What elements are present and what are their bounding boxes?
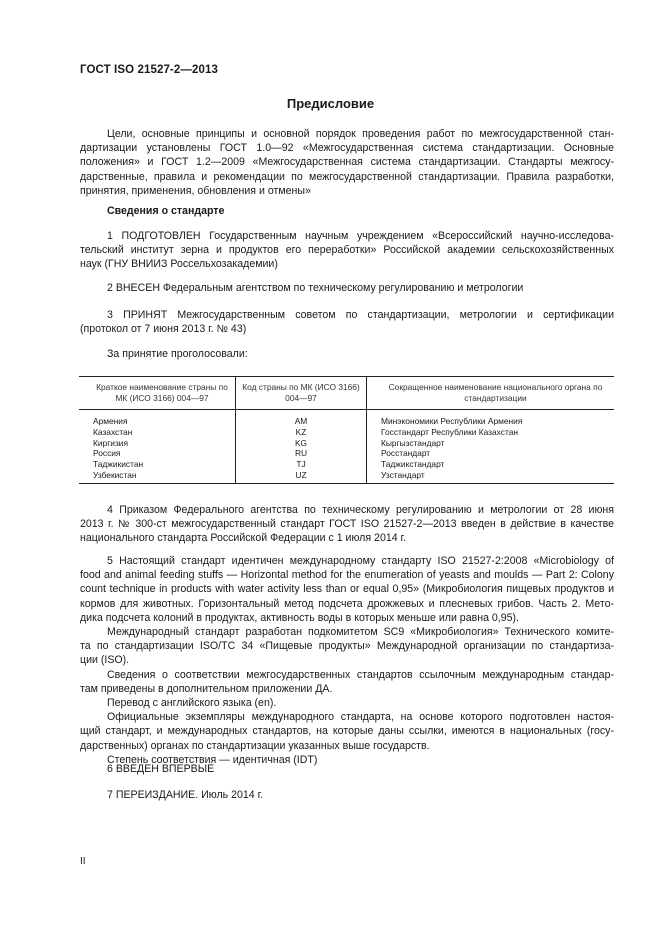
item-3-paragraph	[80, 308, 614, 336]
table-header-body: Сокращенное наименование национального органа по стандартизации	[367, 377, 615, 410]
country-cell: Казахстан	[93, 426, 133, 437]
body-cell: Росстандарт	[367, 448, 615, 459]
table-row	[79, 448, 614, 459]
item-1-line: 1 ПОДГОТОВЛЕН Государственным научным учреждением «Всероссийский научно-исследова-	[107, 230, 614, 242]
item-5-line: food and animal feeding stuffs — Horizontal method for the enumeration of yeasts and moulds — Part 2: Colony	[80, 569, 614, 582]
item-5-conformity-line: там приведены в дополнительном приложении ДА.	[80, 682, 333, 695]
code-cell: AM	[236, 410, 367, 427]
table-row	[79, 470, 614, 483]
body-cell: Узстандарт	[367, 470, 615, 483]
item-2-paragraph: 2 ВНЕСЕН Федеральным агентством по техническому регулированию и метрологии	[107, 282, 524, 294]
table-row	[79, 410, 614, 427]
intro-line: Цели, основные принципы и основной порядок проведения работ по межгосударственной стан-	[107, 128, 614, 140]
intro-line: дарственные, правила и рекомендации по межгосударственной стандартизации. Правила разработки,	[80, 170, 614, 183]
body-cell: Госстандарт Республики Казахстан	[367, 427, 615, 438]
code-cell: RU	[236, 448, 367, 459]
item-5-official-line: дарственных) органах по стандартизации указанных выше государств.	[80, 739, 430, 752]
item-5-dev-line: ции (ISO).	[80, 654, 130, 667]
country-cell: Армения	[93, 416, 128, 426]
body-cell: Кыргызстандарт	[367, 438, 615, 449]
table-row	[79, 459, 614, 470]
item-5-official-line: щий стандарт, и международных стандартов, на которые даны ссылки, имеются в национальных (госу-	[80, 725, 614, 738]
item-1-paragraph	[80, 229, 614, 272]
item-4-line: национального стандарта Российской Федерации с 1 июля 2014 г.	[80, 532, 407, 545]
item-5-official-line: Официальные экземпляры международного стандарта, на основе которого подготовлен настоя-	[107, 711, 614, 724]
item-5-line: count technique in products with water activity less than or equal 0,95» (Микробиология пищевых продуктов и	[80, 583, 614, 596]
item-5-translation-line: Перевод с английского языка (en).	[107, 697, 277, 710]
page-title: Предисловие	[286, 96, 375, 111]
item-1-line: тельский институт зерна и продуктов его переработки» Российской академии сельскохозяйственных	[80, 244, 614, 257]
item-5-line: дика подсчета колоний в продуктах, активность воды в которых меньше или равна 0,95).	[80, 611, 519, 624]
code-cell: KZ	[236, 427, 367, 438]
intro-line: дартизации установлены ГОСТ 1.0—92 «Межгосударственная система стандартизации. Основные	[80, 142, 614, 155]
item-5-degree-line: Степень соответствия — идентичная (IDT)	[107, 753, 318, 766]
item-5-dev-line: та по стандартизации ISO/TC 34 «Пищевые продукты» Международной организации по стандартиза-	[80, 640, 614, 653]
country-cell: Россия	[93, 448, 121, 459]
intro-line: принятия, применения, обновления и отмены»	[80, 184, 311, 197]
voted-label: За принятие проголосовали:	[107, 348, 248, 360]
item-5-conformity-line: Сведения о соответствии межгосударственных стандартов ссылочным международным стандар-	[107, 668, 614, 681]
item-1-line: наук (ГНУ ВНИИЗ Россельхозакадемии)	[80, 258, 278, 271]
page-number: II	[80, 856, 86, 867]
table-header-country: Краткое наименование страны по МК (ИСО 3166) 004—97	[79, 377, 236, 410]
code-cell: UZ	[236, 470, 367, 483]
item-5-line: кормов для животных. Горизонтальный метод подсчета дрожжевых и плесневых грибов. Часть 2. Мето-	[80, 597, 614, 610]
country-cell: Узбекистан	[79, 470, 236, 483]
country-cell: Киргизия	[93, 437, 129, 448]
document-code-header: ГОСТ ISO 21527-2—2013	[80, 64, 218, 76]
item-5-line: 5 Настоящий стандарт идентичен международному стандарту ISO 21527-2:2008 «Microbiology of	[107, 555, 614, 567]
item-4-line: 4 Приказом Федерального агентства по техническому регулированию и метрологии от 28 июня	[107, 504, 614, 516]
table-row	[79, 427, 614, 438]
table-row	[79, 438, 614, 449]
item-3-line: 3 ПРИНЯТ Межгосударственным советом по стандартизации, метрологии и сертификации	[107, 309, 614, 321]
body-cell: Таджикстандарт	[367, 459, 615, 470]
country-cell: Таджикистан	[93, 459, 144, 470]
item-4-paragraph	[80, 503, 614, 546]
body-cell: Минэкономики Республики Армения	[367, 410, 615, 427]
code-cell: KG	[236, 438, 367, 449]
item-5-dev-line: Международный стандарт разработан подкомитетом SC9 «Микробиология» Технического комите-	[107, 626, 614, 639]
intro-line: положения» и ГОСТ 1.2—2009 «Межгосударственная система стандартизации. Стандарты межгосу-	[80, 156, 614, 169]
item-4-line: 2013 г. № 300-ст межгосударственный стандарт ГОСТ ISO 21527-2—2013 введен в действие в качестве	[80, 518, 614, 531]
item-6-paragraph: 6 ВВЕДЕН ВПЕРВЫЕ	[107, 763, 215, 775]
item-7-paragraph: 7 ПЕРЕИЗДАНИЕ. Июль 2014 г.	[107, 789, 264, 801]
about-standard-heading: Сведения о стандарте	[107, 205, 225, 217]
item-5-paragraph	[80, 554, 614, 767]
intro-paragraph	[80, 127, 614, 198]
voting-countries-table	[79, 376, 614, 484]
table-header-code: Код страны по МК (ИСО 3166) 004—97	[236, 377, 367, 410]
item-3-line: (протокол от 7 июня 2013 г. № 43)	[80, 323, 247, 336]
code-cell: TJ	[236, 459, 367, 470]
